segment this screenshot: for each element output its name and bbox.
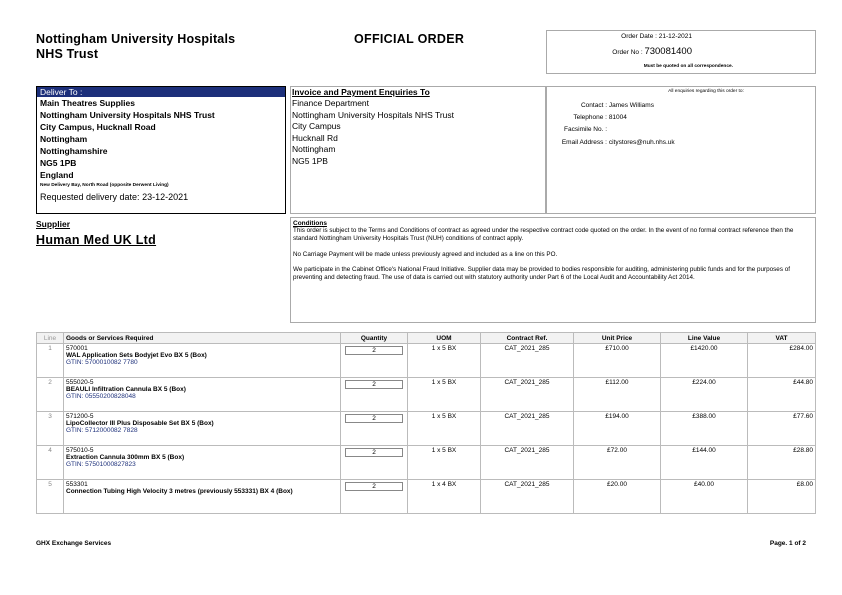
document-title: OFFICIAL ORDER: [354, 32, 465, 46]
table-header-row: [37, 333, 816, 344]
col-goods: Goods or Services Required: [64, 333, 341, 344]
invoice-heading: Invoice and Payment Enquiries To: [292, 87, 430, 97]
enquiries-title: All enquiries regarding this order to:: [668, 89, 744, 94]
item-unit-price: £710.00: [574, 344, 661, 378]
order-number: Order No : 730081400: [612, 46, 692, 57]
item-vat: £77.60: [748, 412, 816, 446]
deliver-to-box: [36, 86, 286, 214]
invoice-line: Nottingham: [292, 144, 336, 155]
item-line-value: £1420.00: [661, 344, 748, 378]
table-row: 2 555020-5 BEAULI Infiltration Cannula BX 5 (Box) GTIN: 05550200828048 2 1 x 5 BX CAT_2021_285 £112.00 £224.00 £44.80: [37, 378, 816, 412]
deliver-line: Main Theatres Supplies: [40, 98, 135, 108]
item-vat: £28.80: [748, 446, 816, 480]
item-description: Connection Tubing High Velocity 3 metres (previously 553331) BX 4 (Box): [66, 488, 293, 495]
org-line-1: Nottingham University Hospitals: [36, 32, 236, 46]
requested-delivery-date: Requested delivery date: 23-12-2021: [40, 192, 189, 202]
conditions-paragraph: No Carriage Payment will be made unless previously agreed and included as a line on this PO.: [293, 250, 558, 258]
item-uom: 1 x 5 BX: [408, 446, 481, 480]
item-description: Extraction Cannula 300mm BX 5 (Box): [66, 454, 185, 461]
order-date-value: 21-12-2021: [658, 33, 692, 40]
deliver-line: Nottingham University Hospitals NHS Trust: [40, 110, 215, 120]
item-uom: 1 x 5 BX: [408, 378, 481, 412]
supplier-label: Supplier: [36, 219, 71, 229]
item-vat: £44.80: [748, 378, 816, 412]
item-vat: £284.00: [748, 344, 816, 378]
email-row: Email Address : citystores@nuh.nhs.uk: [561, 139, 675, 146]
conditions-heading: Conditions: [293, 220, 327, 227]
table-row: 1 570001 WAL Application Sets Bodyjet Evo BX 5 (Box) GTIN: 5700010082 7780 2 1 x 5 BX CAT_2021_285 £710.00 £1420.00 £284.00: [37, 344, 816, 378]
col-uom: UOM: [408, 333, 481, 344]
order-number-value: 730081400: [644, 46, 692, 57]
invoice-box: [290, 86, 546, 214]
item-unit-price: £72.00: [574, 446, 661, 480]
col-quantity: Quantity: [341, 333, 408, 344]
item-unit-price: £112.00: [574, 378, 661, 412]
invoice-line: Nottingham University Hospitals NHS Trust: [292, 109, 455, 120]
item-code: 555020-5: [66, 379, 94, 386]
col-line: Line: [37, 333, 64, 344]
deliver-line: Nottinghamshire: [40, 146, 108, 156]
item-line-value: £40.00: [661, 480, 748, 514]
table-row: 4 575010-5 Extraction Cannula 300mm BX 5 (Box) GTIN: 57501000827823 2 1 x 5 BX CAT_2021_285 £72.00 £144.00 £28.80: [37, 446, 816, 480]
item-description: WAL Application Sets Bodyjet Evo BX 5 (Box): [66, 352, 207, 359]
quantity-field: 2: [345, 380, 403, 389]
item-contract: CAT_2021_285: [481, 344, 574, 378]
org-line-2: NHS Trust: [36, 47, 99, 61]
item-contract: CAT_2021_285: [481, 412, 574, 446]
item-unit-price: £20.00: [574, 480, 661, 514]
organisation-name: [36, 32, 235, 62]
table-row: 5 553301 Connection Tubing High Velocity 3 metres (previously 553331) BX 4 (Box) 2 1 x 4 BX CAT_2021_285 £20.00 £40.00 £8.00: [37, 480, 816, 514]
col-line-value: Line Value: [661, 333, 748, 344]
enquiries-box: [546, 86, 816, 214]
item-gtin: GTIN: 5700010082 7780: [66, 359, 138, 366]
invoice-line: Hucknall Rd: [292, 132, 338, 143]
page-number: Page. 1 of 2: [769, 540, 806, 547]
item-gtin: GTIN: 05550200828048: [66, 393, 136, 400]
deliver-to-heading: Deliver To :: [37, 87, 285, 97]
item-vat: £8.00: [748, 480, 816, 514]
item-line-value: £388.00: [661, 412, 748, 446]
deliver-line: City Campus, Hucknall Road: [40, 122, 156, 132]
contact-row: Contact : James Williams: [580, 102, 654, 109]
deliver-line: England: [40, 170, 74, 180]
col-contract: Contract Ref.: [481, 333, 574, 344]
item-uom: 1 x 5 BX: [408, 344, 481, 378]
item-gtin: GTIN: 57501000827823: [66, 461, 136, 468]
quantity-field: 2: [345, 448, 403, 457]
item-code: 553301: [66, 481, 88, 488]
email-value: citystores@nuh.nhs.uk: [608, 139, 675, 146]
item-code: 571200-5: [66, 413, 94, 420]
item-code: 575010-5: [66, 447, 94, 454]
supplier-name: Human Med UK Ltd: [36, 233, 157, 247]
quantity-field: 2: [345, 482, 403, 491]
invoice-line: Finance Department: [292, 98, 370, 108]
deliver-note: New Delivery Bay, North Road (opposite Derwent Living): [40, 183, 169, 188]
telephone-row: Telephone : 81004: [573, 114, 627, 121]
table-row: 3 571200-5 LipoCollector III Plus Disposable Set BX 5 (Box) GTIN: 5712000082 7828 2 1 x 5 BX CAT_2021_285 £194.00 £388.00 £77.60: [37, 412, 816, 446]
col-unit-price: Unit Price: [574, 333, 661, 344]
quantity-field: 2: [345, 346, 403, 355]
item-contract: CAT_2021_285: [481, 446, 574, 480]
item-contract: CAT_2021_285: [481, 378, 574, 412]
deliver-line: Nottingham: [40, 134, 88, 144]
item-unit-price: £194.00: [574, 412, 661, 446]
item-description: BEAULI Infiltration Cannula BX 5 (Box): [66, 386, 186, 393]
item-contract: CAT_2021_285: [481, 480, 574, 514]
order-info-box: [546, 30, 816, 74]
item-description: LipoCollector III Plus Disposable Set BX 5 (Box): [66, 420, 214, 427]
item-line-value: £224.00: [661, 378, 748, 412]
invoice-line: NG5 1PB: [292, 155, 328, 166]
item-line-value: £144.00: [661, 446, 748, 480]
item-gtin: GTIN: 5712000082 7828: [66, 427, 138, 434]
item-uom: 1 x 4 BX: [408, 480, 481, 514]
footer-left: GHX Exchange Services: [36, 540, 112, 547]
deliver-line: NG5 1PB: [40, 158, 77, 168]
col-vat: VAT: [748, 333, 816, 344]
item-uom: 1 x 5 BX: [408, 412, 481, 446]
item-code: 570001: [66, 345, 88, 352]
conditions-paragraph: We participate in the Cabinet Office's National Fraud Initiative. Supplier data may be provided to bodies responsible for auditing, administering public funds and for the purposes of preventing and detecting fraud. The use of data is carried out with statutory authority under Part 6 of the Local Audit and Accountability Act 2014.: [293, 266, 790, 282]
invoice-line: City Campus: [292, 121, 341, 132]
order-items-table: [36, 332, 816, 514]
contact-value: James Williams: [608, 102, 654, 109]
conditions-paragraph: This order is subject to the Terms and Conditions of contract as agreed under the respective contract code quoted on the order. In the event of no formal contract reference then the standard Nottingham University Hospitals Trust (NUH) conditions of contract apply.: [293, 227, 794, 242]
order-date: Order Date : 21-12-2021: [621, 33, 692, 40]
telephone-value: 81004: [608, 114, 627, 121]
fax-row: Facsimile No. :: [564, 126, 607, 133]
quantity-field: 2: [345, 414, 403, 423]
conditions-box: [290, 217, 816, 323]
order-note: Must be quoted on all correspondence.: [643, 64, 733, 69]
